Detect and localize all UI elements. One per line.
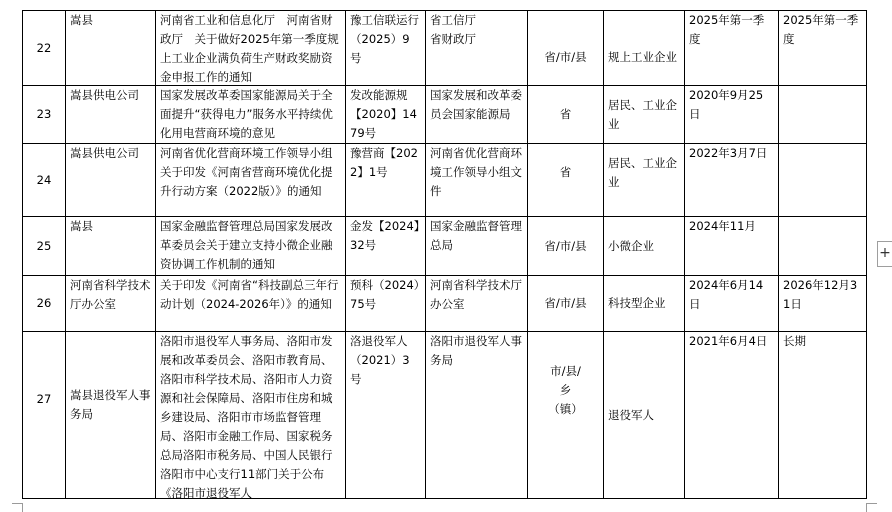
document-title-cell: 关于印发《河南省“科技副总三年行动计划（2024-2026年）》的通知 [160,278,339,311]
end-date-cell: 长期 [783,334,806,348]
level-cell: 省 [559,165,572,179]
unit-cell: 嵩县供电公司 [70,88,139,102]
page-margin-mark [866,503,867,512]
document-title-cell: 河南省工业和信息化厅 河南省财政厅 关于做好2025年第一季度规上工业企业满负荷生产财政奖励资金申报工作的通知 [160,13,339,84]
issuer-cell: 国家金融监督管理总局 [430,219,522,252]
start-date-cell: 2024年6月14日 [689,278,764,311]
document-title-cell: 国家金融监督管理总局国家发展改革委员会关于建立支持小微企业融资协调工作机制的通知 [160,219,333,271]
document-number-cell: 预科（2024）75号 [350,278,420,311]
row-number: 27 [36,391,52,406]
col-divider [866,10,867,499]
level-cell: 市/县/乡（镇） [548,363,583,416]
issuer-cell: 国家发展和改革委员会国家能源局 [430,88,522,121]
page-margin-mark [12,503,22,504]
level-cell: 省/市/县 [544,296,587,310]
row-number: 25 [36,238,52,253]
unit-cell: 嵩县 [70,13,93,27]
document-number-cell: 金发【2024】32号 [350,219,420,252]
issuer-cell: 省工信厅 省财政厅 [430,13,476,46]
document-number-cell: 豫营商【2022】1号 [350,146,418,179]
target-cell: 居民、工业企业 [608,97,677,131]
level-cell: 省 [559,107,572,121]
start-date-cell: 2025年第一季度 [689,13,765,46]
page-margin-mark [22,503,23,512]
issuer-cell: 河南省科学技术厅办公室 [430,278,522,311]
target-cell: 居民、工业企业 [608,155,677,189]
end-date-cell: 2025年第一季度 [783,13,859,46]
page-margin-mark [867,503,877,504]
document-title-cell: 国家发展改革委国家能源局关于全面提升“获得电力”服务水平持续优化用电营商环境的意见 [160,88,333,140]
unit-cell: 嵩县退役军人事务局 [70,388,151,421]
target-cell: 小微企业 [608,238,654,253]
end-date-cell: 2026年12月31日 [783,278,858,311]
unit-cell: 嵩县 [70,219,93,233]
plus-icon: + [879,245,891,261]
document-number-cell: 洛退役军人（2021）3号 [350,334,410,386]
col-divider [684,10,685,499]
row-divider [22,498,867,499]
document-number-cell: 豫工信联运行（2025）9号 [350,13,419,65]
level-cell: 省/市/县 [544,238,587,253]
start-date-cell: 2024年11月 [689,219,756,233]
unit-cell: 河南省科学技术厅办公室 [70,278,151,311]
target-cell: 退役军人 [608,407,654,422]
expand-panel-button[interactable] [877,241,892,267]
row-number: 26 [36,296,52,310]
col-divider [778,10,779,499]
target-cell: 科技型企业 [608,296,666,310]
row-number: 23 [36,107,52,121]
row-number: 22 [36,40,52,55]
document-number-cell: 发改能源规【2020】1479号 [350,88,417,140]
start-date-cell: 2020年9月25日 [689,88,764,121]
start-date-cell: 2021年6月4日 [689,334,768,348]
document-title-cell: 河南省优化营商环境工作领导小组关于印发《河南省营商环境优化提升行动方案（2022版）》的通知 [160,146,333,198]
document-title-cell: 洛阳市退役军人事务局、洛阳市发展和改革委员会、洛阳市教育局、洛阳市科学技术局、洛阳市人力资源和社会保障局、洛阳市住房和城乡建设局、洛阳市市场监督管理局、洛阳市金融工作局、国家税务总局洛阳市税务局、中国人民银行洛阳市中心支行11部门关于公布《洛阳市退役军人 [160,334,333,498]
row-number: 24 [36,172,52,187]
start-date-cell: 2022年3月7日 [689,146,768,160]
target-cell: 规上工业企业 [608,50,677,64]
issuer-cell: 河南省优化营商环境工作领导小组文件 [430,146,522,198]
level-cell: 省/市/县 [544,50,587,64]
issuer-cell: 洛阳市退役军人事务局 [430,334,522,367]
unit-cell: 嵩县供电公司 [70,146,139,160]
